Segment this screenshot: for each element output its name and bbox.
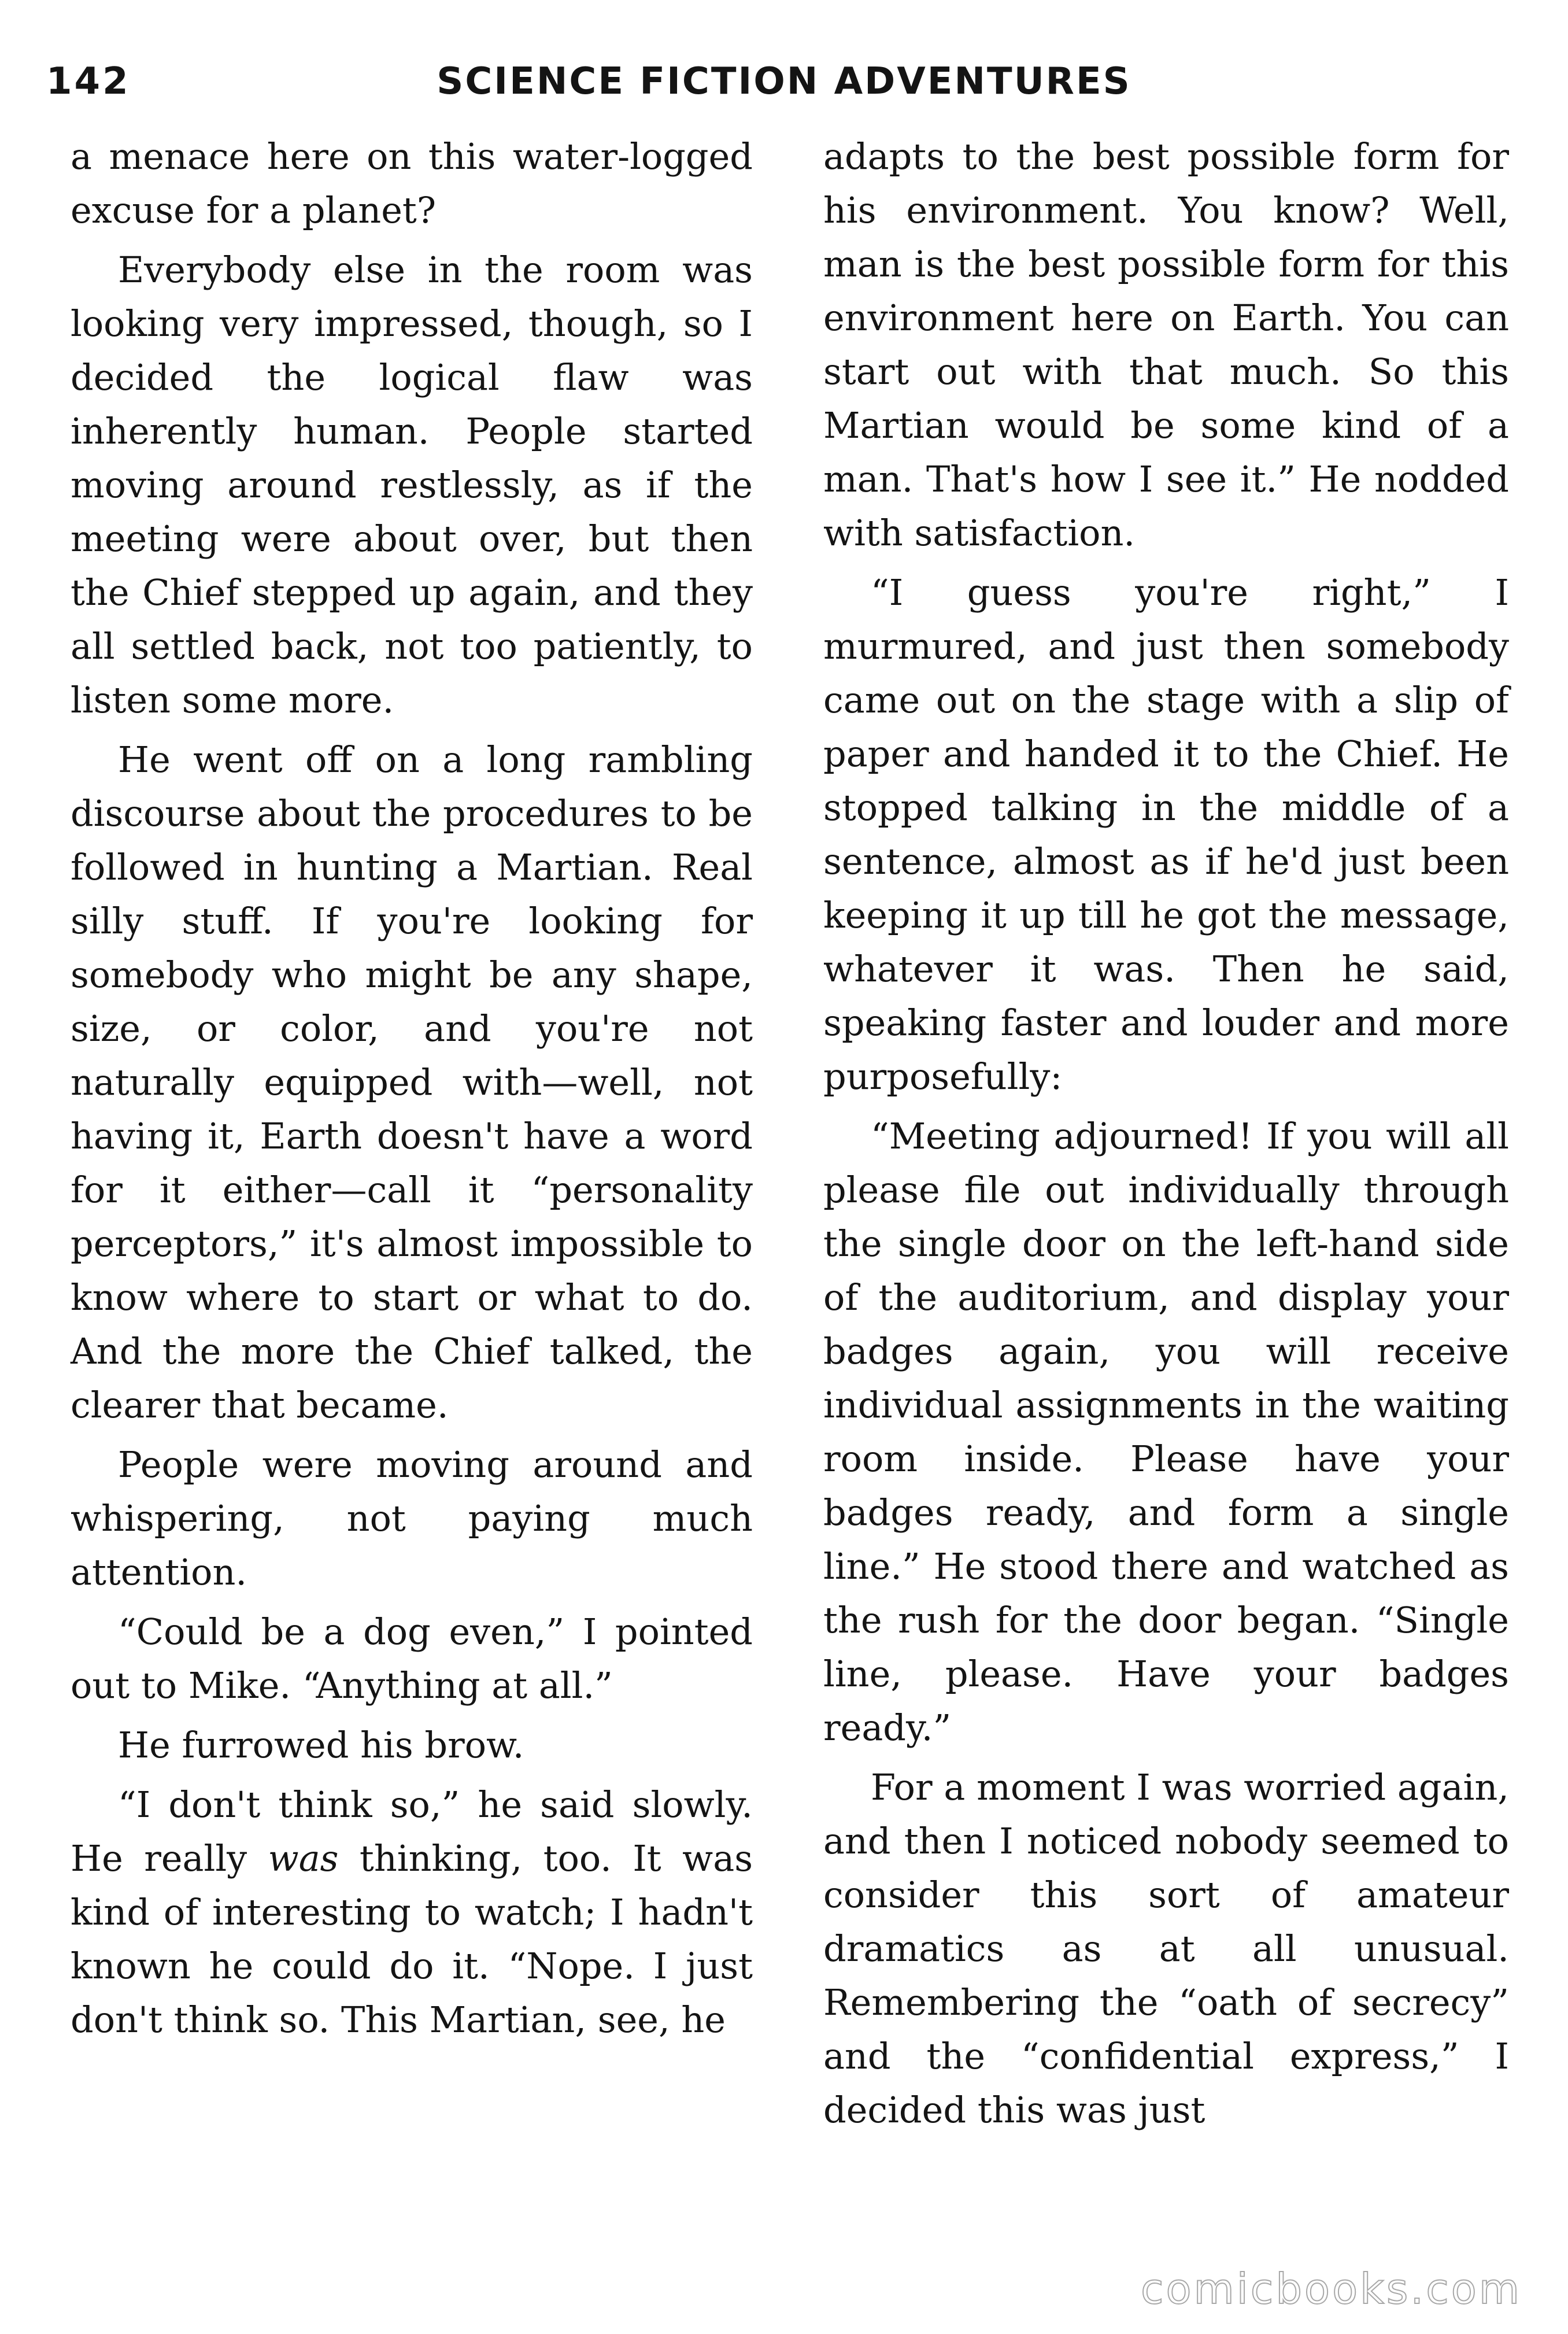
paragraph: “Could be a dog even,” I pointed out to Mike. “Anything at all.”: [71, 1611, 753, 1707]
paragraph: He furrowed his brow.: [118, 1724, 524, 1766]
paragraph: “I guess you're right,” I murmured, and just then somebody came out on the stage with a slip of paper and handed it to the Chief. He stopped talking in the middle of a sentence, almost as if he'd just been keeping it up till he got the message, whatever it was. Then he said, speaking faster and louder and more purposefully:: [823, 571, 1509, 1098]
page-number: 142: [46, 60, 131, 103]
left-column: [71, 130, 753, 2052]
page-header: [46, 56, 1522, 119]
right-column: [823, 130, 1509, 2143]
paragraph: adapts to the best possible form for his environment. You know? Well, man is the best possible form for this environment here on Earth. You can start out with that much. So this Martian would be some kind of a man. That's how I see it.” He nodded with satisfaction.: [823, 135, 1509, 554]
paragraph: For a moment I was worried again, and then I noticed nobody seemed to consider this sort of amateur dramatics as at all unusual. Remembering the “oath of secrecy” and the “confidential express,” I decided this was just: [823, 1766, 1509, 2131]
paragraph: [71, 1778, 753, 2047]
text-run: “I don't think so,” he said slowly. He really: [71, 1783, 753, 1879]
paragraph: Everybody else in the room was looking very impressed, though, so I decided the logical flaw was inherently human. People started moving around restlessly, as if the meeting were about over, but then the Chief stepped up again, and they all settled back, not too patiently, to listen some more.: [71, 249, 753, 721]
paragraph: He went off on a long rambling discourse about the procedures to be followed in hunting a Martian. Real silly stuff. If you're looking for somebody who might be any shape, size, or color, and you're not naturally equipped with—well, not having it, Earth doesn't have a word for it either—call it “personality perceptors,” it's almost impossible to know where to start or what to do. And the more the Chief talked, the clearer that became.: [71, 738, 753, 1426]
paragraph: “Meeting adjourned! If you will all please file out individually through the single door on the left-hand side of the auditorium, and display your badges again, you will receive individual assignments in the waiting room inside. Please have your badges ready, and form a single line.” He stood there and watched as the rush for the door began. “Single line, please. Have your badges ready.”: [823, 1115, 1509, 1749]
watermark: comicbooks.com: [1140, 2265, 1522, 2313]
paragraph: a menace here on this water-logged excuse for a planet?: [71, 135, 753, 231]
text-run: thinking, too. It was kind of interesting to watch; I hadn't known he could do it. “Nope. I just don't think so. This Martian, see, he: [71, 1837, 753, 2041]
running-head: SCIENCE FICTION ADVENTURES: [437, 60, 1131, 103]
paragraph: People were moving around and whispering, not paying much attention.: [71, 1443, 753, 1593]
emphasis: was: [268, 1837, 339, 1879]
